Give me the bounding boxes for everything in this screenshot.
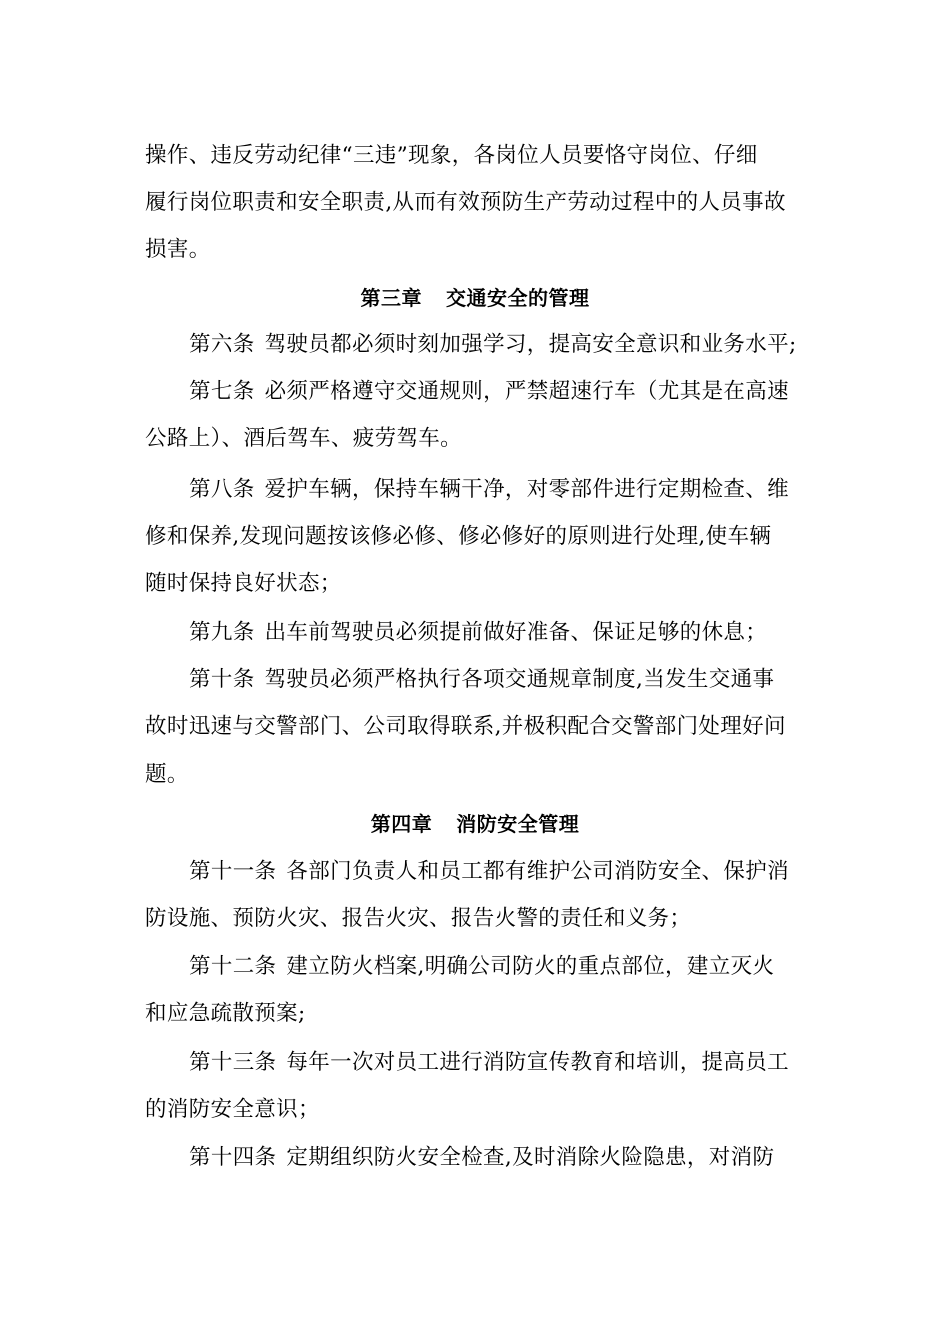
article-13-line-2: 的消防安全意识； [145,1097,320,1122]
article-12-number: 第十二条 [189,954,277,979]
article-10-line-3: 题。 [145,762,189,787]
article-13-text-1: 每年一次对员工进行消防宣传教育和培训，提高员工 [286,1050,789,1075]
chapter-3-heading [0,275,950,321]
article-10-number: 第十条 [189,667,255,692]
chapter-3-title: 交通安全的管理 [446,286,590,310]
intro-line-2: 履行岗位职责和安全职责,从而有效预防生产劳动过程中的人员事故 [145,190,786,215]
article-14-line-1 [189,1135,829,1181]
article-11-number: 第十一条 [189,859,277,884]
article-7-text-1: 必须严格遵守交通规则，严禁超速行车（尤其是在高速 [264,379,789,404]
article-8-text-1: 爱护车辆，保持车辆干净，对零部件进行定期检查、维 [264,477,789,502]
chapter-4-title: 消防安全管理 [456,812,580,836]
article-14-number: 第十四条 [189,1145,277,1170]
article-13-number: 第十三条 [189,1050,277,1075]
article-10-text-1: 驾驶员必须严格执行各项交通规章制度,当发生交通事 [264,667,775,692]
article-12-text-1: 建立防火档案,明确公司防火的重点部位，建立灭火 [286,954,775,979]
article-14-text-1: 定期组织防火安全检查,及时消除火险隐患，对消防 [286,1145,775,1170]
article-9-text: 出车前驾驶员必须提前做好准备、保证足够的休息； [264,620,768,645]
article-7-line-2: 公路上）、酒后驾车、疲劳驾车。 [145,426,463,451]
intro-line-3: 损害。 [145,237,211,262]
article-9-number: 第九条 [189,620,255,645]
article-11-line-1 [189,849,829,895]
article-6-line-1 [189,322,829,368]
article-12-line-2: 和应急疏散预案; [145,1001,306,1026]
article-9-line-1 [189,610,829,656]
article-10-line-2: 故时迅速与交警部门、公司取得联系,并极积配合交警部门处理好问 [145,714,786,739]
article-6-text: 驾驶员都必须时刻加强学习，提高安全意识和业务水平; [264,332,797,357]
article-7-line-1 [189,369,829,415]
intro-line-1: 操作、违反劳动纪律“三违”现象，各岗位人员要恪守岗位、仔细 [145,143,758,168]
article-7-number: 第七条 [189,379,255,404]
article-11-line-2: 防设施、预防火灾、报告火灾、报告火警的责任和义务； [145,906,692,931]
article-11-text-1: 各部门负责人和员工都有维护公司消防安全、保护消 [286,859,789,884]
article-8-number: 第八条 [189,477,255,502]
article-8-line-1 [189,467,829,513]
article-8-line-2: 修和保养,发现问题按该修必修、修必修好的原则进行处理,使车辆 [145,524,772,549]
chapter-3-number: 第三章 [360,286,422,310]
article-8-line-3: 随时保持良好状态； [145,571,342,596]
article-12-line-1 [189,944,829,990]
article-6-number: 第六条 [189,332,255,357]
chapter-4-heading [0,801,950,847]
article-10-line-1 [189,657,829,703]
article-13-line-1 [189,1040,829,1086]
chapter-4-number: 第四章 [370,812,433,836]
